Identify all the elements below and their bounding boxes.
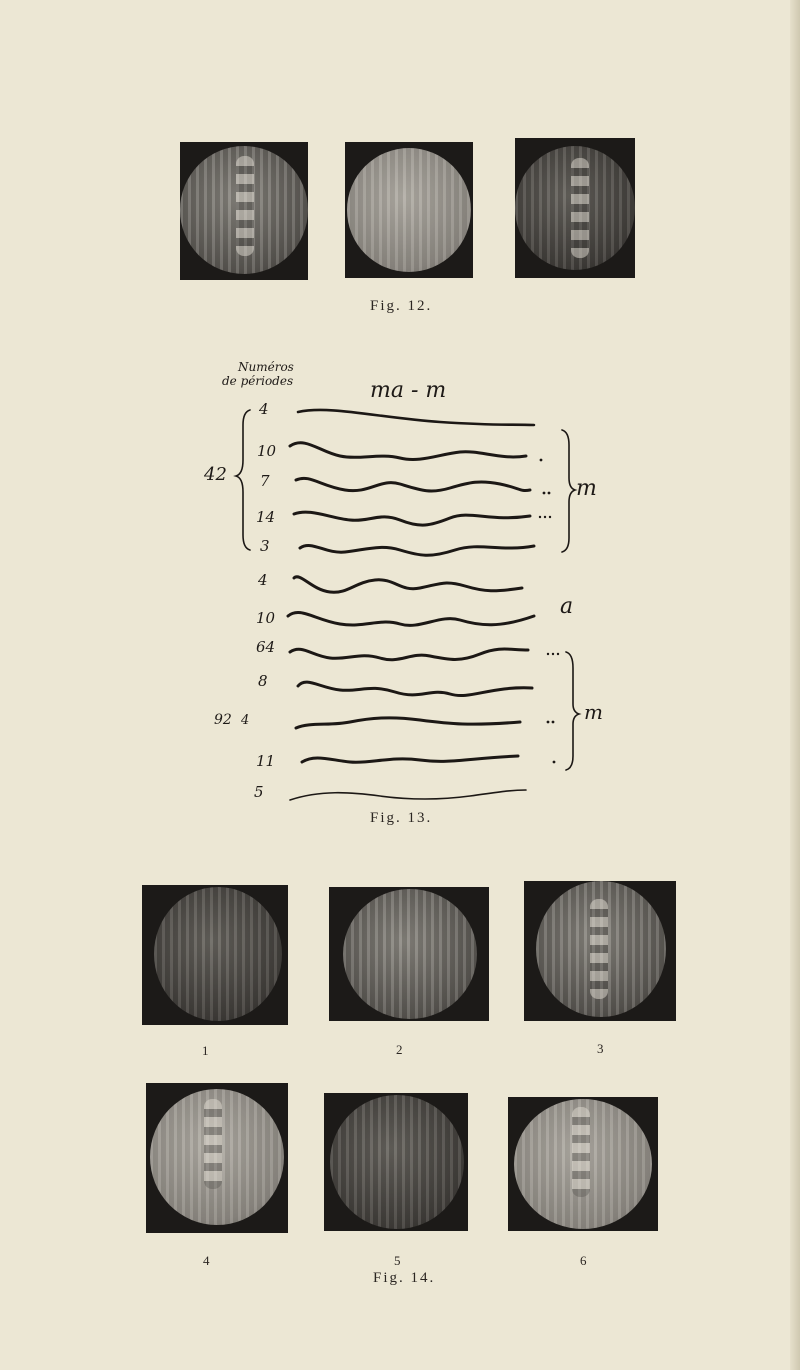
row-label: 4: [259, 400, 269, 418]
fig14-photo-5: [324, 1093, 468, 1231]
label-a: a: [560, 594, 574, 619]
fig12-caption: Fig. 12.: [370, 298, 433, 314]
row-label: 5: [254, 783, 264, 801]
row-label: 11: [256, 752, 276, 770]
group-label-92: 92: [214, 712, 232, 728]
fig14-photo-6: [508, 1097, 658, 1231]
label-m-top: m: [576, 476, 597, 501]
column-header-line1: Numéros: [238, 360, 294, 374]
row-label: 8: [258, 672, 268, 690]
fig14-panel-label: 2: [396, 1042, 403, 1057]
fig14-panel-label: 1: [202, 1043, 209, 1058]
row-label: 3: [260, 537, 270, 555]
label-m-bottom: m: [584, 700, 603, 724]
fig14-caption: Fig. 14.: [373, 1270, 436, 1286]
row-label: 7: [260, 472, 270, 490]
fig14-panel-label: 5: [394, 1253, 401, 1268]
fig13-title: ma - m: [370, 378, 447, 403]
fig14-panel-label: 4: [203, 1253, 210, 1268]
row-label: 14: [256, 508, 276, 526]
fig14-photo-3: [524, 881, 676, 1021]
fig14-photo-1: [142, 885, 288, 1025]
column-header-line2: de périodes: [222, 374, 294, 388]
fig14-panel-label: 3: [597, 1041, 604, 1056]
fig14-photo-4: [146, 1083, 288, 1233]
row-label: 10: [257, 442, 277, 460]
row-label: 4: [241, 713, 250, 728]
row-label: 64: [256, 638, 276, 656]
fig14-photo-2: [329, 887, 489, 1021]
row-label: 4: [258, 571, 268, 589]
group-label-42: 42: [204, 464, 227, 485]
fig14-panel-label: 6: [580, 1253, 587, 1268]
fig13-caption: Fig. 13.: [370, 810, 433, 826]
row-label: 10: [256, 609, 276, 627]
